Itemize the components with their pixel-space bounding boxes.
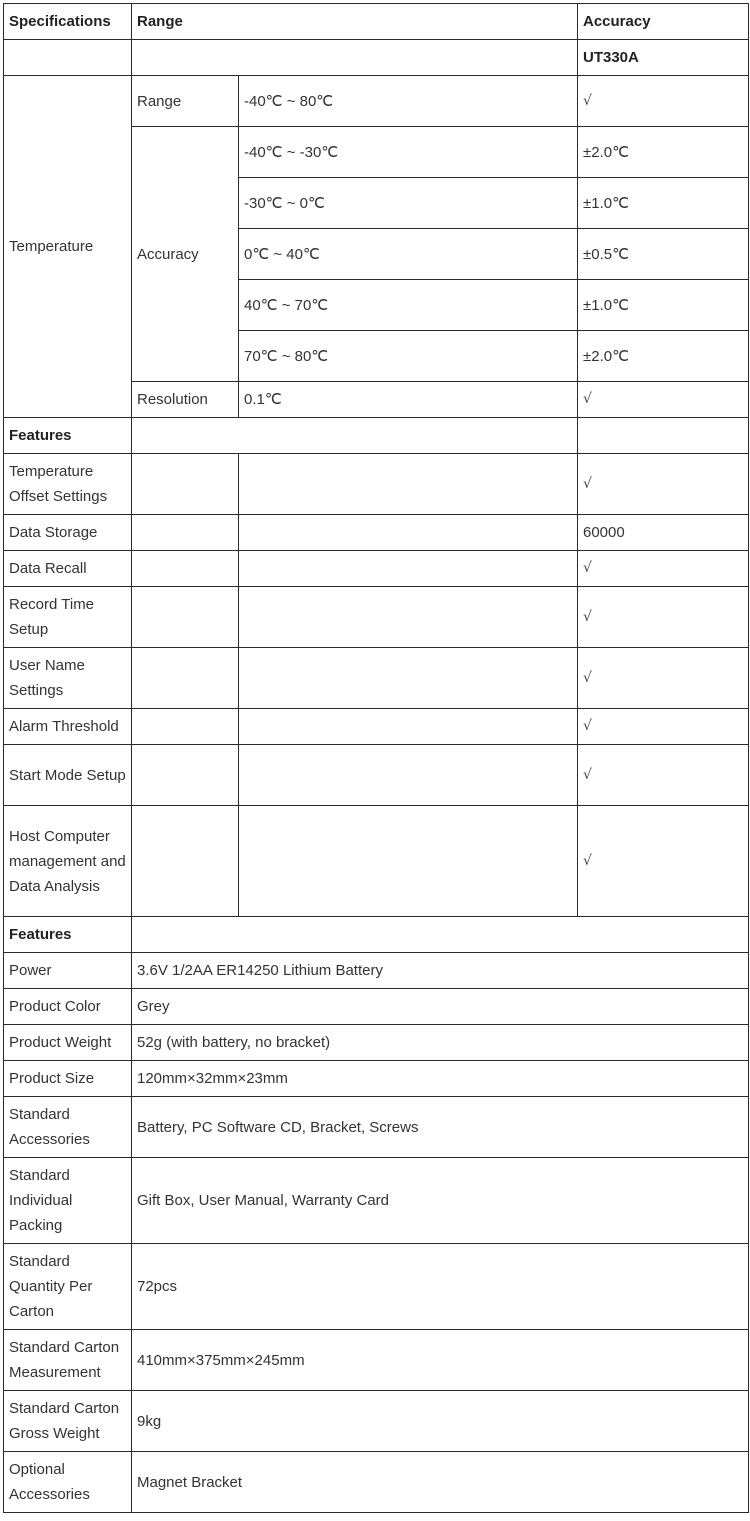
feature-value: √	[578, 587, 749, 648]
feature-value: √	[578, 454, 749, 515]
accuracy-value: ±0.5℃	[578, 229, 749, 280]
general-value: Grey	[132, 989, 749, 1025]
feature-name: Host Computer management and Data Analysis	[4, 806, 132, 917]
general-value: 72pcs	[132, 1244, 749, 1330]
feature-row	[4, 551, 749, 587]
accuracy-value: ±2.0℃	[578, 127, 749, 178]
general-row	[4, 1330, 749, 1391]
feature-value: √	[578, 745, 749, 806]
accuracy-range: -40℃ ~ -30℃	[239, 127, 578, 178]
empty-cell	[4, 40, 132, 76]
general-heading: Features	[4, 917, 132, 953]
general-row	[4, 989, 749, 1025]
general-value: 9kg	[132, 1391, 749, 1452]
header-accuracy: Accuracy	[578, 4, 749, 40]
general-value: 3.6V 1/2AA ER14250 Lithium Battery	[132, 953, 749, 989]
general-row	[4, 1061, 749, 1097]
resolution-check-mark: √	[578, 382, 749, 418]
model-name: UT330A	[578, 40, 749, 76]
empty-cell	[132, 515, 239, 551]
feature-value: √	[578, 709, 749, 745]
empty-cell	[132, 806, 239, 917]
empty-cell	[132, 917, 749, 953]
empty-cell	[239, 454, 578, 515]
temperature-range-row	[4, 76, 749, 127]
empty-cell	[132, 745, 239, 806]
general-value: Battery, PC Software CD, Bracket, Screws	[132, 1097, 749, 1158]
resolution-label: Resolution	[132, 382, 239, 418]
feature-value: √	[578, 648, 749, 709]
general-name: Standard Individual Packing	[4, 1158, 132, 1244]
empty-cell	[578, 418, 749, 454]
feature-name: Record Time Setup	[4, 587, 132, 648]
feature-name: Start Mode Setup	[4, 745, 132, 806]
resolution-value: 0.1℃	[239, 382, 578, 418]
feature-name: Data Recall	[4, 551, 132, 587]
general-name: Product Color	[4, 989, 132, 1025]
feature-name: Temperature Offset Settings	[4, 454, 132, 515]
empty-cell	[132, 418, 578, 454]
feature-row	[4, 745, 749, 806]
empty-cell	[239, 709, 578, 745]
empty-cell	[239, 551, 578, 587]
general-value: Magnet Bracket	[132, 1452, 749, 1513]
empty-cell	[239, 745, 578, 806]
empty-cell	[132, 709, 239, 745]
feature-row	[4, 454, 749, 515]
feature-value: √	[578, 806, 749, 917]
feature-value: √	[578, 551, 749, 587]
header-row	[4, 4, 749, 40]
feature-name: Data Storage	[4, 515, 132, 551]
general-value: Gift Box, User Manual, Warranty Card	[132, 1158, 749, 1244]
general-row	[4, 1158, 749, 1244]
general-name: Standard Accessories	[4, 1097, 132, 1158]
general-name: Product Size	[4, 1061, 132, 1097]
accuracy-range: -30℃ ~ 0℃	[239, 178, 578, 229]
general-name: Power	[4, 953, 132, 989]
empty-cell	[132, 40, 578, 76]
range-check-mark: √	[578, 76, 749, 127]
range-label: Range	[132, 76, 239, 127]
features-heading: Features	[4, 418, 132, 454]
general-name: Standard Carton Gross Weight	[4, 1391, 132, 1452]
header-range: Range	[132, 4, 578, 40]
general-row	[4, 953, 749, 989]
accuracy-range: 40℃ ~ 70℃	[239, 280, 578, 331]
general-row	[4, 1244, 749, 1330]
feature-row	[4, 648, 749, 709]
section-heading-row	[4, 917, 749, 953]
empty-cell	[132, 454, 239, 515]
general-value: 410mm×375mm×245mm	[132, 1330, 749, 1391]
empty-cell	[132, 587, 239, 648]
general-name: Standard Quantity Per Carton	[4, 1244, 132, 1330]
general-value: 120mm×32mm×23mm	[132, 1061, 749, 1097]
feature-row	[4, 587, 749, 648]
general-row	[4, 1025, 749, 1061]
feature-name: User Name Settings	[4, 648, 132, 709]
general-value: 52g (with battery, no bracket)	[132, 1025, 749, 1061]
general-row	[4, 1097, 749, 1158]
empty-cell	[239, 515, 578, 551]
accuracy-value: ±1.0℃	[578, 280, 749, 331]
feature-value: 60000	[578, 515, 749, 551]
general-name: Product Weight	[4, 1025, 132, 1061]
empty-cell	[239, 806, 578, 917]
accuracy-range: 0℃ ~ 40℃	[239, 229, 578, 280]
header-specifications: Specifications	[4, 4, 132, 40]
feature-row	[4, 709, 749, 745]
section-heading-row	[4, 418, 749, 454]
accuracy-value: ±1.0℃	[578, 178, 749, 229]
empty-cell	[239, 587, 578, 648]
model-row	[4, 40, 749, 76]
general-row	[4, 1391, 749, 1452]
accuracy-value: ±2.0℃	[578, 331, 749, 382]
feature-name: Alarm Threshold	[4, 709, 132, 745]
accuracy-label: Accuracy	[132, 127, 239, 382]
spec-table	[3, 3, 749, 1513]
general-name: Optional Accessories	[4, 1452, 132, 1513]
temperature-label: Temperature	[4, 76, 132, 418]
feature-row	[4, 515, 749, 551]
general-row	[4, 1452, 749, 1513]
accuracy-range: 70℃ ~ 80℃	[239, 331, 578, 382]
empty-cell	[239, 648, 578, 709]
empty-cell	[132, 551, 239, 587]
feature-row	[4, 806, 749, 917]
range-value: -40℃ ~ 80℃	[239, 76, 578, 127]
general-name: Standard Carton Measurement	[4, 1330, 132, 1391]
empty-cell	[132, 648, 239, 709]
